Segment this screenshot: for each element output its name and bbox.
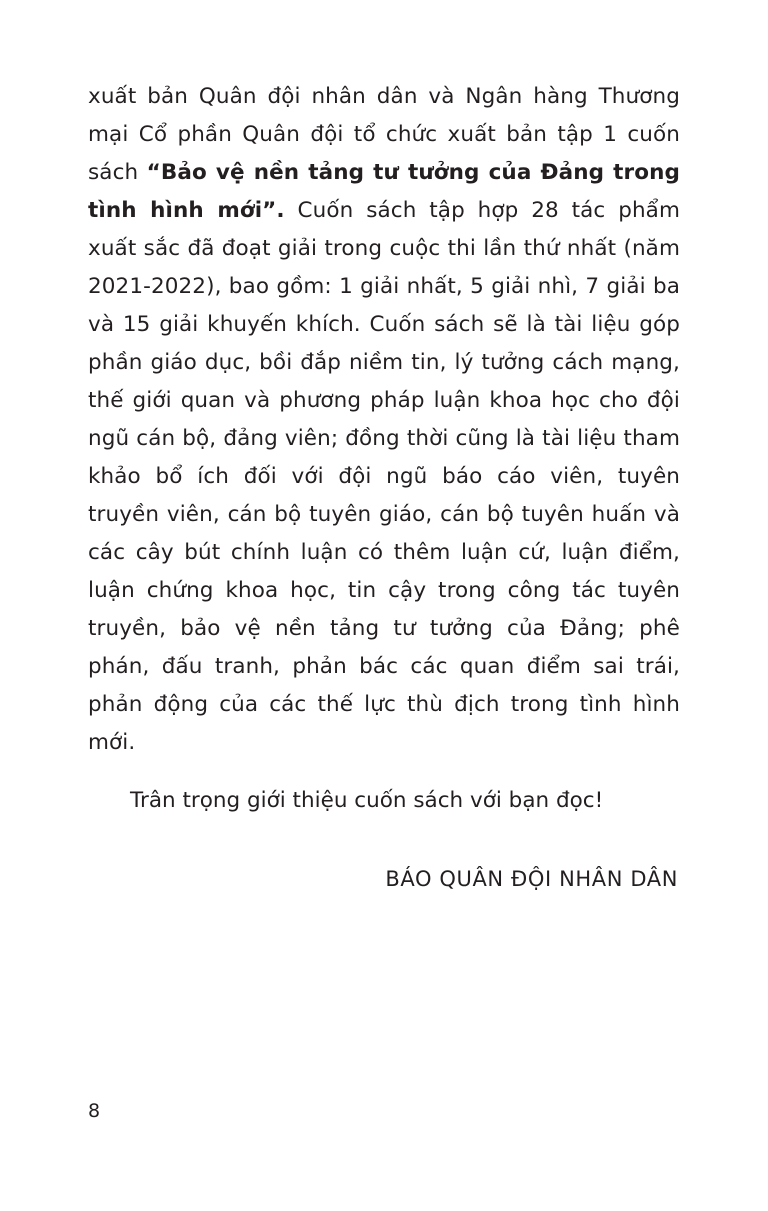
- body-text-part-2: Cuốn sách tập hợp 28 tác phẩm xuất sắc đã đoạt giải trong cuộc thi lần thứ nhất (năm 2021-2022), bao gồm: 1 giải nhất, 5 giải nhì, 7 giải ba và 15 giải khuyến khích. Cuốn sách sẽ là tài liệu góp phần giáo dục, bồi đắp niềm tin, lý tưởng cách mạng, thế giới quan và phương pháp luận khoa học cho đội ngũ cán bộ, đảng viên; đồng thời cũng là tài liệu tham khảo bổ ích đối với đội ngũ báo cáo viên, tuyên truyền viên, cán bộ tuyên giáo, cán bộ tuyên huấn và các cây bút chính luận có thêm luận cứ, luận điểm, luận chứng khoa học, tin cậy trong công tác tuyên truyền, bảo vệ nền tảng tư tưởng của Đảng; phê phán, đấu tranh, phản bác các quan điểm sai trái, phản động của các thế lực thù địch trong tình hình mới.: [88, 198, 680, 755]
- book-title-bold: “Bảo vệ nền tảng tư tưởng của Đảng trong tình hình mới”.: [88, 160, 680, 223]
- signature-line: BÁO QUÂN ĐỘI NHÂN DÂN: [385, 867, 678, 891]
- body-paragraph: [88, 78, 680, 762]
- body-text-part-1: xuất bản Quân đội nhân dân và Ngân hàng Thương mại Cổ phần Quân đội tổ chức xuất bản tập 1 cuốn sách: [88, 84, 680, 185]
- page-content: [88, 78, 680, 898]
- page-number: 8: [88, 1100, 101, 1122]
- closing-paragraph: Trân trọng giới thiệu cuốn sách với bạn đọc!: [130, 788, 604, 813]
